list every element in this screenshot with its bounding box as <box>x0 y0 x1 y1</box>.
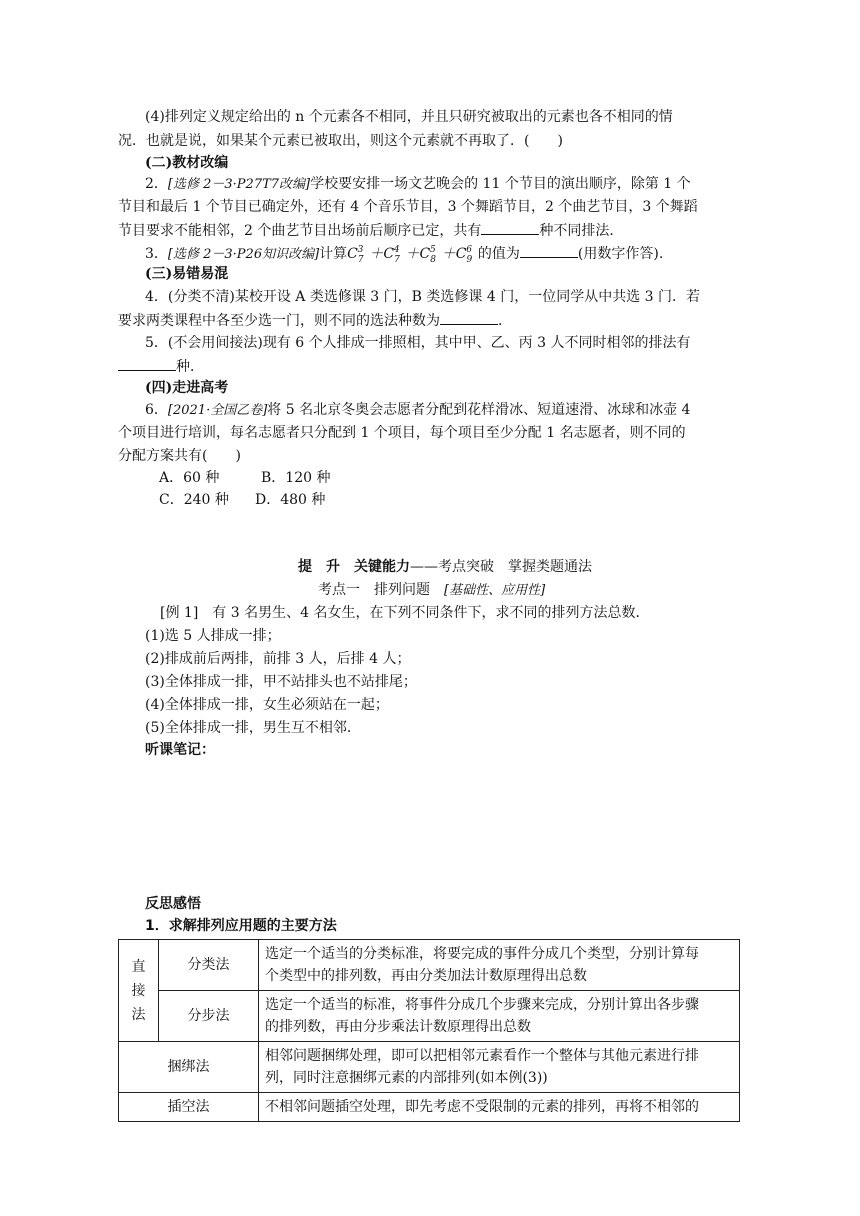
item-4-line-1: (4)排列定义规定给出的 n 个元素各不相同，并且只研究被取出的元素也各不相同的情 <box>145 109 673 125</box>
section-title-main: 提 升 关键能力 <box>298 559 410 575</box>
question-3-number: 3． <box>145 246 168 262</box>
group-cell-direct <box>119 940 159 1042</box>
reflection-heading: 反思感悟 <box>145 896 201 912</box>
desc-line: 相邻问题捆绑处理，即可以把相邻元素看作一个整体与其他元素进行排 <box>265 1048 699 1064</box>
table-row <box>119 940 740 991</box>
group-label: 直接法 <box>131 958 146 1023</box>
desc-line: 的排列数，再由分步乘法计数原理得出总数 <box>265 1019 531 1035</box>
question-2-text: 学校要安排一场文艺晚会的 11 个节目的演出顺序，除第 1 个 <box>310 176 691 192</box>
question-6-line-2: 个项目进行培训，每名志愿者只分配到 1 个项目，每个项目至少分配 1 名志愿者，则不同的 <box>118 425 686 441</box>
method-desc-cell <box>259 991 740 1042</box>
method-name-cell: 捆绑法 <box>119 1042 259 1093</box>
kaodian-title <box>318 580 545 601</box>
method-desc-cell <box>259 940 740 991</box>
question-5-line-1: 5．(不会用间接法)现有 6 个人排成一排照相，其中甲、乙、丙 3 人不同时相邻的排法有 <box>145 335 691 351</box>
desc-line: 个类型中的排列数，再由分类加法计数原理得出总数 <box>265 968 587 984</box>
question-3-text-a: 计算 <box>319 246 348 262</box>
reflection-subheading: 1．求解排列应用题的主要方法 <box>145 918 337 934</box>
section-title-sub: ——考点突破 掌握类题通法 <box>410 559 592 575</box>
example-sub-1: (1)选 5 人排成一排； <box>145 628 281 644</box>
desc-line: 不相邻问题插空处理，即先考虑不受限制的元素的排列，再将不相邻的 <box>265 1099 699 1115</box>
method-name-cell: 插空法 <box>119 1093 259 1122</box>
question-3-line <box>145 243 663 265</box>
option-d: D．480 种 <box>255 492 326 508</box>
question-6-number: 6． <box>145 402 168 418</box>
example-1 <box>160 603 649 623</box>
example-sub-4: (4)全体排成一排，女生必须站在一起； <box>145 697 389 713</box>
section-title <box>298 557 592 577</box>
question-3-text-c: (用数字作答). <box>577 246 664 262</box>
question-4-line-2 <box>118 310 512 331</box>
kaodian-label: 考点一 排列问题 <box>318 582 430 598</box>
table-row <box>119 1042 740 1093</box>
heading-gaokao: (四)走进高考 <box>145 380 229 396</box>
table-row <box>119 991 740 1042</box>
method-name-cell: 分步法 <box>159 991 259 1042</box>
example-sub-5: (5)全体排成一排，男生互不相邻． <box>145 720 361 736</box>
question-3-tag: [选修 2－3·P26知识改编] <box>167 247 320 262</box>
methods-table <box>118 939 740 1122</box>
notes-label: 听课笔记： <box>145 742 215 758</box>
question-4-line-2b: ． <box>498 313 512 329</box>
answer-blank-q5 <box>118 356 176 371</box>
heading-common-mistakes: (三)易错易混 <box>145 266 229 282</box>
item-4-line-2: 况．也就是说，如果某个元素已被取出，则这个元素就不再取了．( ) <box>118 133 563 149</box>
table-row <box>119 1093 740 1122</box>
combination-expression: $C_7^3 +C_7^4 +C_8^5 +C_9^6$ <box>347 245 473 265</box>
question-2-line-2: 节目和最后 1 个节目已确定外，还有 4 个音乐节目，3 个舞蹈节目，2 个曲艺节目，3 个舞蹈 <box>118 199 698 215</box>
answer-blank-q2 <box>481 220 539 235</box>
question-4-line-1: 4．(分类不清)某校开设 A 类选修课 3 门，B 类选修课 4 门，一位同学从中共选 3 门．若 <box>145 289 701 305</box>
desc-line: 选定一个适当的分类标准，将要完成的事件分成几个类型，分别计算每 <box>265 946 699 962</box>
question-6-tag: [2021·全国乙卷] <box>167 403 268 418</box>
option-b: B．120 种 <box>261 470 331 486</box>
option-a: A．60 种 <box>159 470 220 486</box>
answer-blank-q3 <box>520 243 578 258</box>
example-sub-3: (3)全体排成一排，甲不站排头也不站排尾； <box>145 674 417 690</box>
question-5-line-2b: 种． <box>176 359 204 375</box>
question-3-text-b: 的值为 <box>477 246 520 262</box>
question-2-line-1 <box>145 174 691 195</box>
question-2-tag: [选修 2－3·P27T7改编] <box>167 177 311 192</box>
question-2-line-3 <box>118 220 623 241</box>
example-label: [例 1] <box>160 605 199 621</box>
method-desc-cell <box>259 1093 740 1122</box>
heading-textbook-adapt: (二)教材改编 <box>145 155 229 171</box>
answer-blank-q4 <box>440 310 498 325</box>
option-c: C．240 种 <box>159 492 229 508</box>
question-4-line-2a: 要求两类课程中各至少选一门，则不同的选法种数为 <box>118 313 440 329</box>
method-desc-cell <box>259 1042 740 1093</box>
method-name-cell: 分类法 <box>159 940 259 991</box>
question-2-line-3b: 种不同排法． <box>539 223 624 239</box>
question-2-line-3a: 节目要求不能相邻，2 个曲艺节目出场前后顺序已定，共有 <box>118 223 482 239</box>
question-6-line-3: 分配方案共有( ) <box>118 448 241 464</box>
kaodian-tag: [基础性、应用性] <box>444 583 546 598</box>
question-6-text: 将 5 名北京冬奥会志愿者分配到花样滑冰、短道速滑、冰球和冰壶 4 <box>267 402 691 418</box>
example-sub-2: (2)排成前后两排，前排 3 人，后排 4 人； <box>145 651 411 667</box>
example-text: 有 3 名男生、4 名女生，在下列不同条件下，求不同的排列方法总数． <box>198 605 650 621</box>
question-2-number: 2． <box>145 176 168 192</box>
question-5-line-2 <box>118 356 204 377</box>
desc-line: 列，同时注意捆绑元素的内部排列(如本例(3)) <box>265 1070 548 1086</box>
desc-line: 选定一个适当的标准，将事件分成几个步骤来完成，分别计算出各步骤 <box>265 997 699 1013</box>
question-6-line-1 <box>145 400 690 421</box>
